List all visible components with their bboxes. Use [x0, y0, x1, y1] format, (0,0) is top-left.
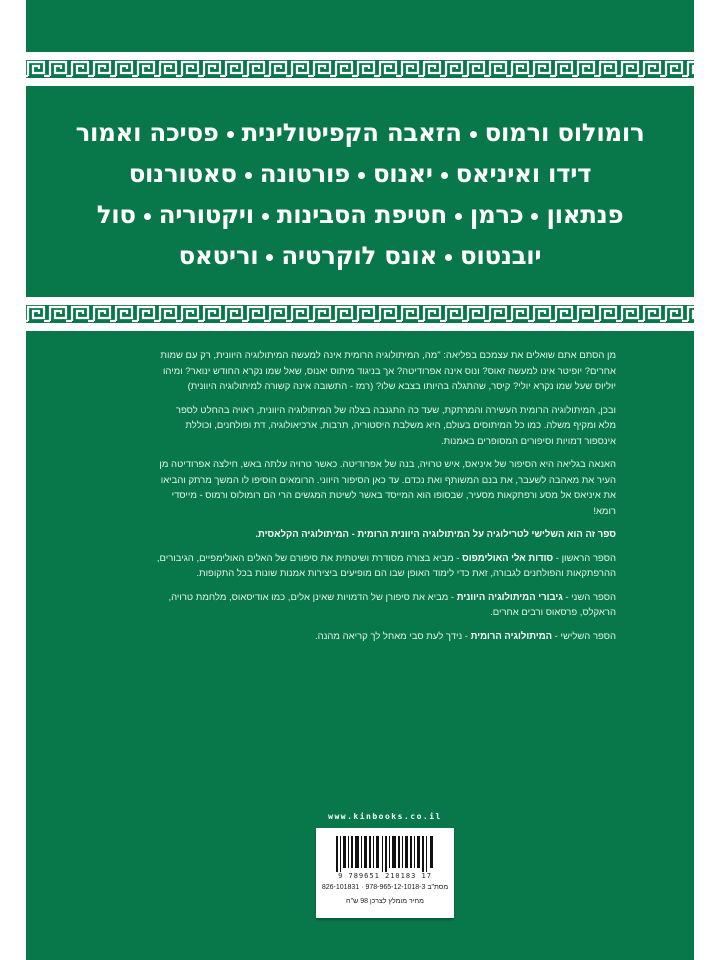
greek-key-border-bottom — [26, 297, 694, 331]
title-line-4 — [46, 235, 674, 276]
title-line-1 — [46, 112, 674, 153]
bullet-icon — [144, 213, 151, 220]
book-1-description: הספר הראשון - סודות אלי האולימפוס - מביא בצורה מסודרת ושיטתית את סיפורם של האלים האולימפיים, הגיבורים, ההרפתקאות והפולחנים לגבורה, זאת כדי לימוד האופן שבו הם מופיעים ביצירות אמנות שונות בכל התקופות. — [156, 552, 616, 579]
bullet-icon — [445, 254, 452, 261]
title-saturnus: סאטורנוס — [128, 159, 237, 188]
meander-pattern — [26, 57, 694, 81]
title-dido-aeneas: דידו ואיניאס — [455, 159, 592, 188]
title-sol: סול — [96, 200, 136, 229]
book-2-title: גיבורי המיתולוגיה היוונית — [456, 591, 563, 603]
book-back-cover — [26, 0, 694, 960]
title-capitoline-wolf: הזאבה הקפיטולינית — [241, 118, 462, 147]
title-psyche-amor: פסיכה ואמור — [75, 118, 219, 147]
bullet-icon — [531, 213, 538, 220]
book-3-description: הספר השלישי - המיתולוגיה הרומית - נידך לעת סבי מאחל לך קריאה מהנה. — [315, 630, 616, 642]
blurb-paragraph-3: האנאה בגליאה היא הסיפור של איניאס, איש טרויה, בנה של אפרודיטה. כאשר טרויה עלתה באש, חילצה אפרודיטה מן העיר את מאהבה לשעבר, את בנם המשותף ואת נכדם. עד כאן הסיפור היווני. הרומאים הוסיפו לו המשך מרתק והביאו את איניאס אל מסע ורפתקאות מסעיר, שבסופו הוא המייסד באשר לשיטת המגשים הרי הם רומולוס ורמוס - מייסדי רומא! — [159, 459, 616, 517]
bullet-icon — [266, 254, 273, 261]
title-fortuna: פורטונה — [259, 159, 350, 188]
series-statement: ספר זה הוא השלישי לטרילוגיה על המיתולוגיה היוונית הרומית - המיתולוגיה הקלאסית. — [255, 529, 616, 540]
bullet-icon — [441, 172, 448, 179]
greek-key-border-top — [26, 52, 694, 86]
isbn-digits: 9 789651 210183 17 — [338, 872, 432, 880]
title-line-3 — [46, 194, 674, 235]
bullet-icon — [358, 172, 365, 179]
title-veritas: וריטאס — [178, 241, 259, 270]
book-3-title: המיתולוגיה הרומית — [470, 630, 553, 642]
book-1-title: סודות אלי האולימפוס — [462, 552, 554, 564]
title-sabine-women: חטיפת הסבינות — [276, 200, 447, 229]
bullet-icon — [227, 131, 234, 138]
meander-icon — [26, 305, 694, 323]
bullet-icon — [455, 213, 462, 220]
title-janus: יאנוס — [372, 159, 433, 188]
meander-icon — [26, 60, 694, 78]
catalog-number: מסת"ב 978-965-12-1018-3 · 826-101831 — [321, 884, 449, 891]
blurb-paragraph-2: ובכן, המיתולוגיה הרומית העשירה והמרתקת, שעד כה התגנבה בצלה של המיתולוגיה היוונית, ראויה בהחלט לספר מלא ומקיף משלה. כמו כל המיתוסים בעולם, היא משלבת היסטוריה, תרבות, ארכיאולוגיה, דת ופולחנים, וכוללת אינספור דמויות וסיפורים המסופרים באמנות. — [175, 404, 616, 447]
blurb — [156, 348, 616, 652]
title-victoria: ויקטוריה — [158, 200, 254, 229]
barcode-icon — [336, 836, 434, 872]
bullet-icon — [245, 172, 252, 179]
title-carmen: כרמן — [469, 200, 524, 229]
title-lucretia: אונס לוקרטיה — [281, 241, 438, 270]
title-list — [46, 112, 674, 276]
publisher-url[interactable]: www.kinbooks.co.il — [328, 812, 442, 821]
meander-pattern — [26, 302, 694, 326]
recommended-price: מחיר מומלץ לצרכן 98 ש"ח — [346, 898, 424, 905]
blurb-paragraph-1: מן הסתם אתם שואלים את עצמכם בפליאה: "מה, המיתולוגיה הרומית אינה למעשה המיתולוגיה היוונית, רק עם שמות אחרים? יופיטר אינו למעשה זאוס? ונוס אינה אפרודיטה? אך בניגוד מיתוס יאנוס, שאל שמו נקרא החודש ינואר? ומיהו יוליוס שעל שמו נקרא יולי? קיסר, שהתגלה בהיותו בצבא שלו? (רמז - התשובה אינה קשורה למיתולוגיה היוונית) — [160, 350, 616, 392]
bullet-icon — [262, 213, 269, 220]
title-pantheon: פנתאון — [546, 200, 624, 229]
title-line-2 — [46, 153, 674, 194]
bullet-icon — [470, 131, 477, 138]
book-2-description: הספר השני - גיבורי המיתולוגיה היוונית - מביא את סיפורן של הדמויות שאינן אלים, כמו אודיסאוס, מלחמת טרויה, הראקלס, פרסאוס ורבים אחרים. — [168, 591, 616, 618]
title-romulus-remus: רומולוס ורמוס — [484, 118, 645, 147]
title-juventus: יובנטוס — [460, 241, 542, 270]
barcode-label — [316, 828, 454, 918]
